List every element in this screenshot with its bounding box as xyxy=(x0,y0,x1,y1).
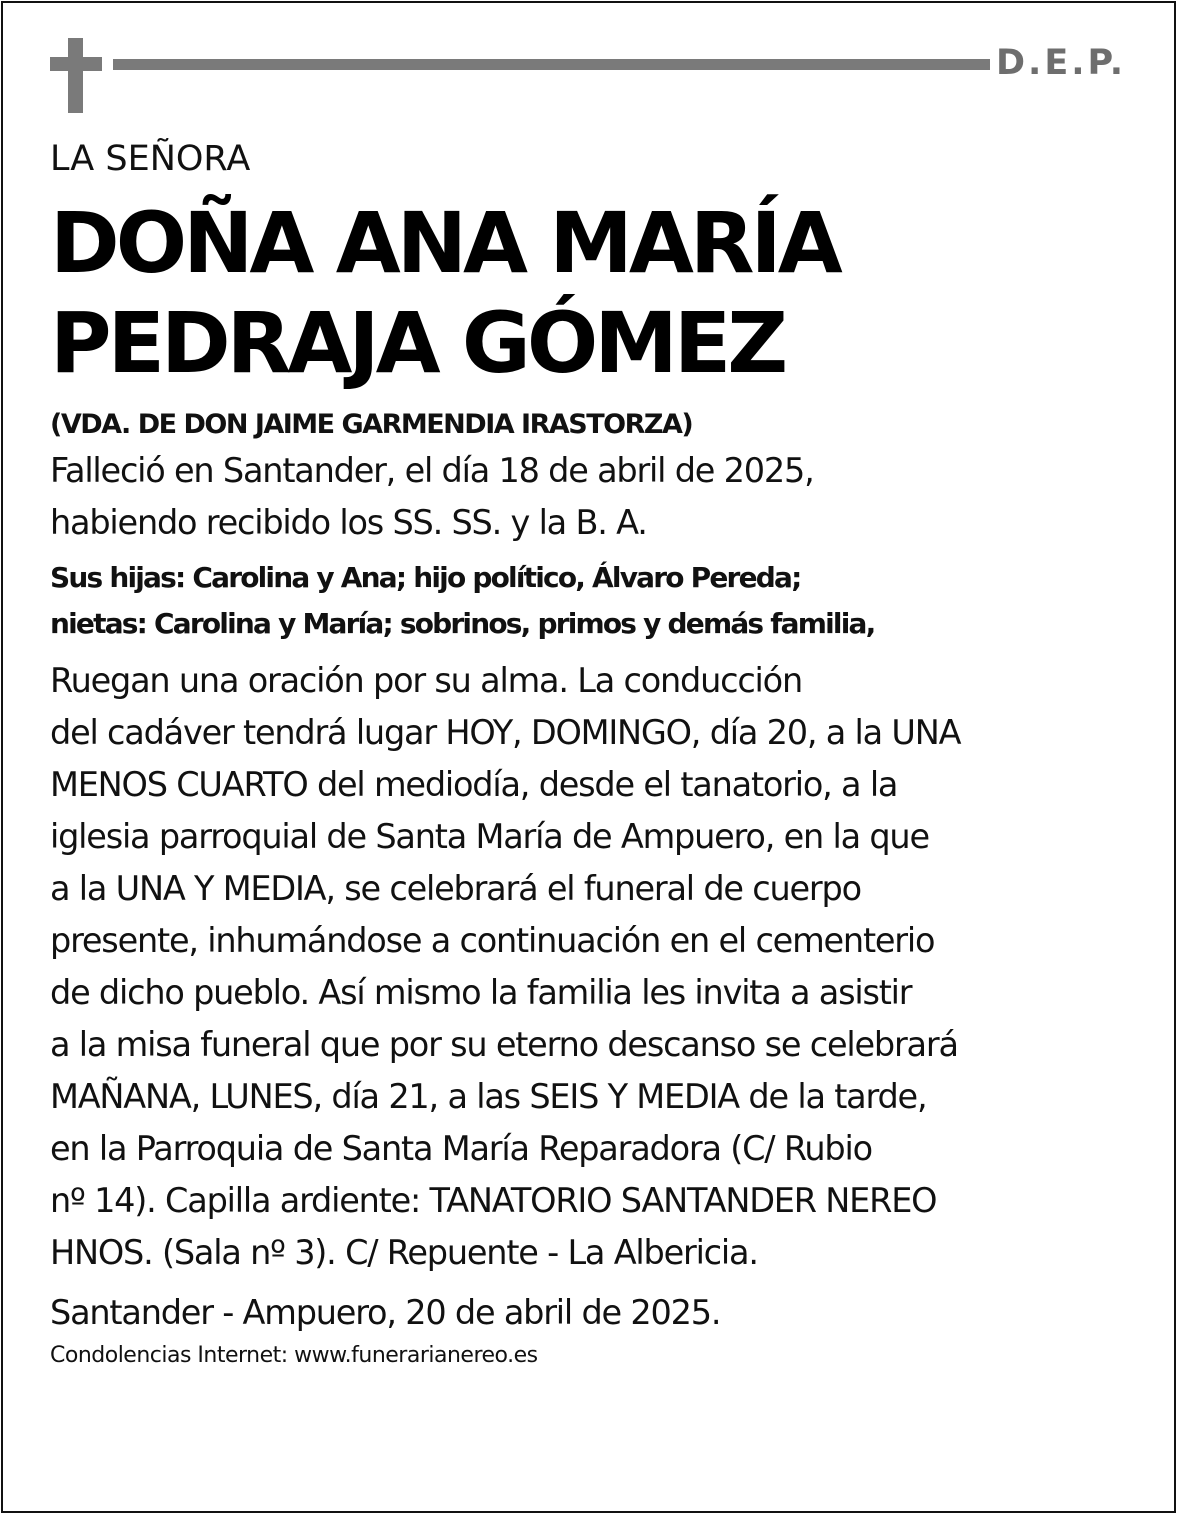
notice-header xyxy=(3,3,1174,113)
honorific: LA SEÑORA xyxy=(50,139,251,179)
service-line: en la Parroquia de Santa María Reparadora (C/ Rubio xyxy=(50,1129,872,1168)
cross-icon xyxy=(50,38,102,113)
family-list xyxy=(50,555,1150,647)
notice-content xyxy=(50,131,1150,1373)
service-line: a la UNA Y MEDIA, se celebrará el funeral de cuerpo xyxy=(50,869,861,908)
name-line: DOÑA ANA MARÍA xyxy=(50,194,839,292)
dep-mark: D.E.P. xyxy=(996,43,1127,83)
service-line: MAÑANA, LUNES, día 21, a las SEIS Y MEDIA de la tarde, xyxy=(50,1077,927,1116)
service-line: HNOS. (Sala nº 3). C/ Repuente - La Albericia. xyxy=(50,1233,758,1272)
deceased-name xyxy=(50,193,1150,393)
death-notice-line: habiendo recibido los SS. SS. y la B. A. xyxy=(50,503,647,542)
service-details xyxy=(50,655,1150,1279)
widow-of: (VDA. DE DON JAIME GARMENDIA IRASTORZA) xyxy=(50,409,693,440)
family-line: Sus hijas: Carolina y Ana; hijo político, Álvaro Pereda; xyxy=(50,561,801,594)
service-line: presente, inhumándose a continuación en el cementerio xyxy=(50,921,935,960)
place-date: Santander - Ampuero, 20 de abril de 2025. xyxy=(50,1293,721,1332)
service-line: MENOS CUARTO del mediodía, desde el tanatorio, a la xyxy=(50,765,898,804)
name-line: PEDRAJA GÓMEZ xyxy=(50,294,785,392)
service-line: Ruegan una oración por su alma. La conducción xyxy=(50,661,802,700)
condolences-link: Condolencias Internet: www.funerarianereo.es xyxy=(50,1343,538,1368)
service-line: del cadáver tendrá lugar HOY, DOMINGO, día 20, a la UNA xyxy=(50,713,961,752)
death-notice-line: Falleció en Santander, el día 18 de abril de 2025, xyxy=(50,451,814,490)
service-line: de dicho pueblo. Así mismo la familia les invita a asistir xyxy=(50,973,912,1012)
service-line: a la misa funeral que por su eterno descanso se celebrará xyxy=(50,1025,958,1064)
family-line: nietas: Carolina y María; sobrinos, primos y demás familia, xyxy=(50,607,875,640)
header-divider xyxy=(113,59,990,70)
service-line: iglesia parroquial de Santa María de Ampuero, en la que xyxy=(50,817,929,856)
obituary-notice xyxy=(1,1,1176,1513)
service-line: nº 14). Capilla ardiente: TANATORIO SANTANDER NEREO xyxy=(50,1181,937,1220)
death-notice xyxy=(50,445,1150,549)
